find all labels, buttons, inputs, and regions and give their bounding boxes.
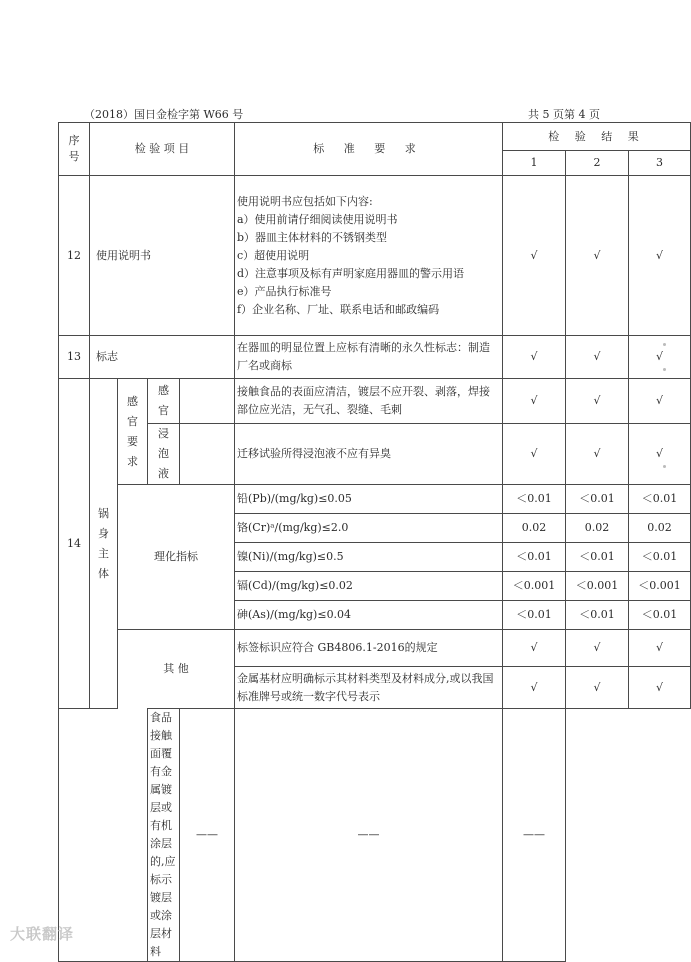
result-cell: 0.02 xyxy=(629,514,691,543)
result-cell: √ xyxy=(629,630,691,667)
table-row xyxy=(59,424,691,485)
result-cell: ＜0.01 xyxy=(629,601,691,630)
page-count: 共 5 页第 4 页 xyxy=(528,108,600,121)
row-item: 标志 xyxy=(90,336,235,379)
result-cell: ＜0.001 xyxy=(629,572,691,601)
result-cell: √ xyxy=(503,336,566,379)
result-cell: —— xyxy=(180,709,235,962)
sense-organ-label: 感 官 xyxy=(148,379,180,424)
result-cell: √ xyxy=(566,336,629,379)
row-requirement: 标签标识应符合 GB4806.1-2016的规定 xyxy=(235,630,503,667)
result-cell: 0.02 xyxy=(566,514,629,543)
result-cell: √ xyxy=(503,424,566,485)
row-seq: 13 xyxy=(59,336,90,379)
result-cell: √ xyxy=(566,424,629,485)
result-cell: √ xyxy=(566,630,629,667)
result-cell: √ xyxy=(566,667,629,709)
result-cell: ＜0.01 xyxy=(503,485,566,514)
result-cell: ＜0.01 xyxy=(566,543,629,572)
result-cell: √ xyxy=(629,176,691,336)
row-requirement: 镍(Ni)/(mg/kg)≤0.5 xyxy=(235,543,503,572)
result-cell: √ xyxy=(629,667,691,709)
result-cell: √ xyxy=(503,176,566,336)
report-number: （2018）国日金检字第 W66 号 xyxy=(84,108,244,121)
scan-dot xyxy=(663,465,666,468)
result-cell: √ xyxy=(503,667,566,709)
table-row xyxy=(59,630,691,667)
result-cell: √ xyxy=(629,424,691,485)
result-cell: ＜0.01 xyxy=(503,601,566,630)
table-row xyxy=(59,709,691,962)
result-cell: √ xyxy=(566,176,629,336)
spacer-cell xyxy=(180,379,235,424)
row-item: 使用说明书 xyxy=(90,176,235,336)
result-cell: ＜0.01 xyxy=(566,601,629,630)
scan-dot xyxy=(663,368,666,371)
row-seq: 12 xyxy=(59,176,90,336)
requirement-line: c）超使用说明 xyxy=(237,248,310,262)
result-cell: ＜0.01 xyxy=(629,485,691,514)
results-header: 检 验 结 果 xyxy=(503,123,691,151)
sample-3-header: 3 xyxy=(629,151,691,176)
table-header-row xyxy=(59,123,691,151)
result-cell: √ xyxy=(503,630,566,667)
watermark-logo: 大联翻译 xyxy=(10,925,75,943)
table-row xyxy=(59,485,691,514)
spacer-cell xyxy=(180,424,235,485)
result-cell: ＜0.01 xyxy=(503,543,566,572)
requirement-line: e）产品执行标准号 xyxy=(237,284,332,298)
requirement-line: b）器皿主体材料的不锈钢类型 xyxy=(237,230,388,244)
result-cell: ＜0.01 xyxy=(629,543,691,572)
result-cell: —— xyxy=(235,709,503,962)
group-label-pot-body: 锅 身 主 体 xyxy=(90,379,118,709)
result-cell: ＜0.001 xyxy=(503,572,566,601)
result-cell: ＜0.01 xyxy=(566,485,629,514)
requirement-line: a）使用前请仔细阅读使用说明书 xyxy=(237,212,398,226)
row-requirement: 铅(Pb)/(mg/kg)≤0.05 xyxy=(235,485,503,514)
seq-header-text: 序号 xyxy=(68,134,80,163)
inspection-table xyxy=(58,122,691,962)
row-seq: 14 xyxy=(59,379,90,709)
item-header: 检 验 项 目 xyxy=(90,123,235,176)
requirement-line: 使用说明书应包括如下内容: xyxy=(237,194,373,208)
row-requirement: 金属基材应明确标示其材料类型及材料成分,或以我国标准牌号或统一数字代号表示 xyxy=(235,667,503,709)
result-cell: √ xyxy=(566,379,629,424)
seq-header xyxy=(59,123,90,176)
result-cell: √ xyxy=(503,379,566,424)
others-label: 其 他 xyxy=(118,630,235,709)
phys-chem-label: 理化指标 xyxy=(118,485,235,630)
result-cell: ＜0.001 xyxy=(566,572,629,601)
requirement-line: d）注意事项及标有声明家庭用器皿的警示用语 xyxy=(237,266,465,280)
result-cell: 0.02 xyxy=(503,514,566,543)
page-header xyxy=(84,106,600,122)
result-cell: —— xyxy=(503,709,566,962)
sample-2-header: 2 xyxy=(566,151,629,176)
requirement-line: f）企业名称、厂址、联系电话和邮政编码 xyxy=(237,302,440,316)
table-row xyxy=(59,336,691,379)
row-requirement xyxy=(235,176,503,336)
soak-liquid-label: 浸 泡 液 xyxy=(148,424,180,485)
row-requirement: 砷(As)/(mg/kg)≤0.04 xyxy=(235,601,503,630)
result-cell: √ xyxy=(629,379,691,424)
table-row xyxy=(59,379,691,424)
sample-1-header: 1 xyxy=(503,151,566,176)
row-requirement: 镉(Cd)/(mg/kg)≤0.02 xyxy=(235,572,503,601)
row-requirement: 铬(Cr)ᵃ/(mg/kg)≤2.0 xyxy=(235,514,503,543)
requirement-header: 标 准 要 求 xyxy=(235,123,503,176)
row-requirement: 接触食品的表面应清洁，镀层不应开裂、剥落，焊接部位应光洁，无气孔、裂缝、毛刺 xyxy=(235,379,503,424)
scan-dot xyxy=(663,343,666,346)
row-requirement: 在器皿的明显位置上应标有清晰的永久性标志：制造厂名或商标 xyxy=(235,336,503,379)
table-row xyxy=(59,176,691,336)
sensory-requirements-label: 感 官 要 求 xyxy=(118,379,148,485)
result-cell: √ xyxy=(629,336,691,379)
row-requirement: 食品接触面覆有金属镀层或有机涂层的,应标示镀层或涂层材料 xyxy=(148,709,180,962)
row-requirement: 迁移试验所得浸泡液不应有异臭 xyxy=(235,424,503,485)
